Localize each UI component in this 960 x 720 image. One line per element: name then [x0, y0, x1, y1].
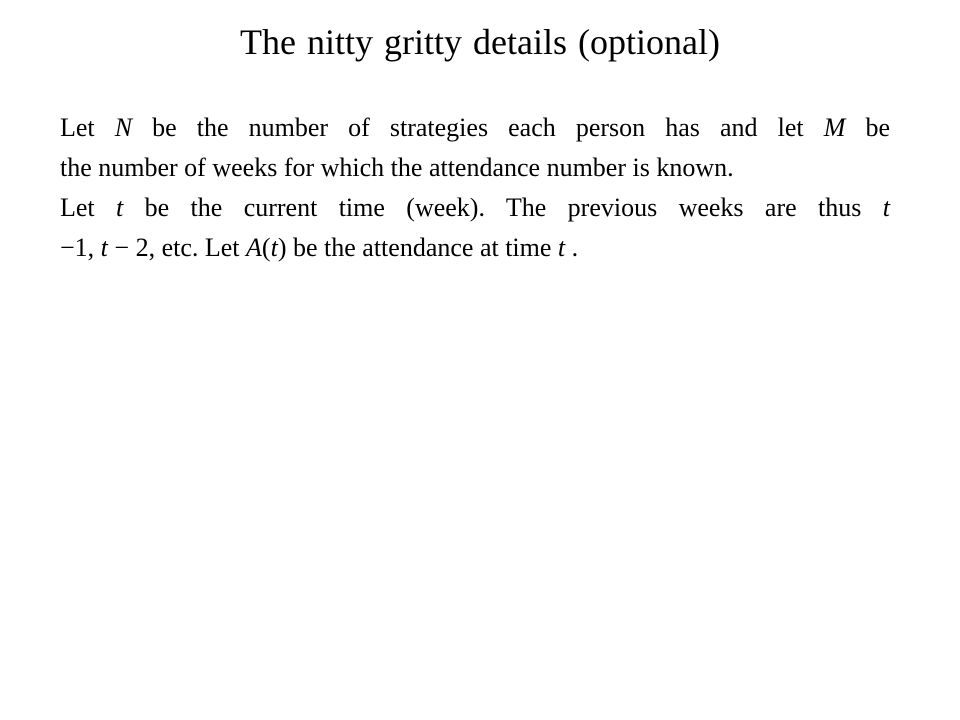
variable-A: A: [246, 233, 262, 262]
text-run: ) be the attendance at time: [277, 233, 558, 262]
text-run: be the number of strategies each person has and let: [132, 113, 824, 142]
text-run: − 2, etc. Let: [107, 233, 247, 262]
body-line-4: [60, 228, 890, 268]
text-run: .: [565, 233, 579, 262]
text-run: (: [261, 233, 271, 262]
body-line-1: [60, 108, 890, 148]
variable-M: M: [823, 113, 846, 142]
text-run: Let: [60, 193, 117, 222]
slide-body: [60, 108, 890, 268]
text-run: be the current time (week). The previous weeks are thus: [123, 193, 883, 222]
text-run: the number of weeks for which the attendance number is known.: [60, 153, 734, 182]
body-line-2: [60, 148, 890, 188]
text-run: Let: [60, 113, 115, 142]
variable-t: t: [882, 193, 890, 222]
text-run: be: [845, 113, 890, 142]
slide-title: The nitty gritty details (optional): [240, 22, 720, 62]
variable-t: t: [557, 233, 566, 262]
variable-N: N: [114, 113, 133, 142]
variable-t: t: [116, 193, 124, 222]
text-run: −1,: [60, 233, 101, 262]
variable-t: t: [100, 233, 108, 262]
variable-t: t: [270, 233, 278, 262]
body-line-3: [60, 188, 890, 228]
